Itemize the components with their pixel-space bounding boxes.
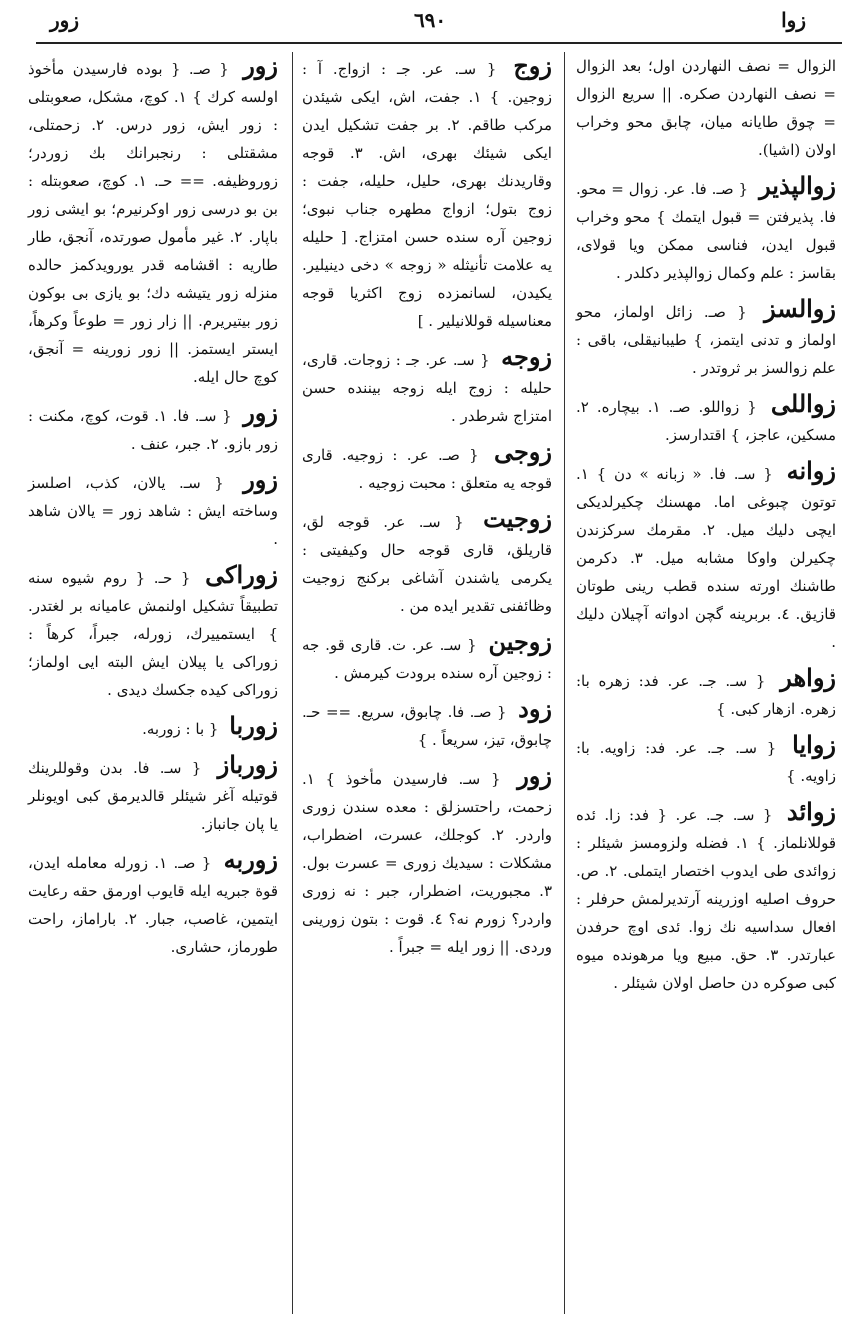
entry-headword: زوجين — [488, 627, 552, 656]
entry-headword: زواهر — [780, 663, 836, 692]
entry-definition: { صـ. زائل اولماز، محو اولماز و تدنى ايتمز، } طيبانيقلى، باقى : علم زوالسز بر ثروتدر . — [576, 303, 836, 377]
entry-headword: زوجى — [493, 437, 552, 466]
dictionary-entry — [302, 52, 552, 335]
entry-definition: { سـ. عر. قوجه لق، قاريلق، قارى قوجه حال وكيفيتى : يكرمى ياشندن آشاغى بركنج زوجيت وظائفنى تقدير ايده من . — [302, 513, 552, 615]
column-middle — [296, 52, 558, 1316]
column-left — [22, 52, 284, 1316]
dictionary-entry — [302, 438, 552, 497]
entry-definition: الزوال = نصف النهاردن اول؛ بعد الزوال = نصف النهاردن صكره. || سريع الزوال = چوق طايانه ميان، چابق محو وخراب اولان (اشيا). — [576, 57, 836, 159]
entry-definition: { سـ. عر. ت. قارى قو. جه : زوجين آره سنده برودت كيرمش . — [302, 636, 552, 682]
entry-definition: { سـ. فا. ١. قوت، كوچ، مكنت : زور بازو. ٢. جبر، عنف . — [28, 407, 278, 453]
entry-definition: { زواللو. صـ. ١. بيچاره. ٢. مسكين، عاجز، } اقتدارسز. — [576, 398, 836, 444]
entry-headword: زوراكى — [205, 560, 278, 589]
dictionary-entry — [576, 172, 836, 287]
column-divider — [564, 52, 565, 1314]
entry-headword: زوائد — [786, 797, 836, 826]
entry-definition: { صـ. فا. عر. زوال = محو. فا. پذيرفتن = قبول ايتمك } محو وخراب قبول ايدن، فناسى ممكن ويا قولاى، بقاسز : علم وكمال زوالپذير دكلدر . — [576, 180, 836, 282]
entry-definition: { سـ. يالان، كذب، اصلسز وساخته ايش : شاهد زور = يالان شاهد . — [28, 474, 278, 548]
entry-definition: { سـ. جـ. عر. { فد: زا. ئده قوللانلماز. } ١. فضله ولزومسز شيئلر : زوائدى طى ايدوب اختصار ايتملى. ٢. ص. حروف اصليه اوزرينه آرتديرلمش حرفلر : افعال سداسيه نك زوا. ئدى اوچ حرفدن عبارتدر. ٣. حق. مبيع ويا مرهونده ميوه كبى صوكره دن حاصل اولان شيئلر . — [576, 806, 837, 992]
entry-headword: زور — [243, 398, 278, 427]
entry-definition: { سـ. فارسيدن مأخوذ } ١. زحمت، راحتسزلق : معده سندن زورى واردر. ٢. كوجلك، عسرت، اضطراب، مشكلات : سيديك زورى = عسرت بول. ٣. مجبوريت، اضطرار، جبر : نه زورى واردر؟ زورم نه؟ ٤. قوت : بتون زورينى وردى. || زور ايله = جبراً . — [302, 770, 552, 956]
entry-definition: { سـ. عر. جـ : زوجات. قارى، حليله : زوج ايله زوجه بيننده حسن امتزاج شرطدر . — [302, 351, 552, 425]
header-right-guide-word: زوا — [781, 8, 806, 32]
dictionary-entry — [302, 505, 552, 620]
entry-definition: { حـ. { روم شيوه سنه تطبيقاً تشكيل اولنمش عاميانه بر لغتدر. } ايستمييرك، زورله، جبراً، كرهاً : زوراكى يا پيلان ايش البته ايى اولماز؛ زوراكى كيده جكسك ديدى . — [28, 569, 278, 699]
entry-headword: زور — [517, 761, 552, 790]
dictionary-entry — [576, 52, 836, 164]
dictionary-entry — [576, 390, 836, 449]
entry-definition: { صـ. { بوده فارسيدن مأخوذ اولسه كرك } ١. كوچ، مشكل، صعوبتلى : زور ايش، زور درس. ٢. زحمتلى، مشقتلى : رنجبرانك بك زوردر؛ زوروظيفه. == حـ. ١. كوچ، صعوبتله : بن بو درسى زور اوكرنيرم؛ بو ايشى زور باپار. ٢. غير مأمول صورتده، آنجق، طار طاريه : اقشامه قدر يورويدكمز حالده منزله زور يتيشه دك؛ بو يازى بى بوكون زور بيتيريرم. || زار زور = طوعاً وكرهاً، ايستر ايستمز. || زور زورينه = آنجق، كوچ حال ايله. — [28, 60, 278, 386]
entry-definition: { با : زوربه. — [142, 720, 219, 738]
entry-definition: { صـ. فا. چابوق، سريع. == حـ. چابوق، تيز، سريعاً . } — [302, 703, 552, 749]
header-left-guide-word: زور — [50, 8, 79, 32]
entry-headword: زوربه — [223, 845, 278, 874]
dictionary-entry — [576, 731, 836, 790]
dictionary-entry — [576, 664, 836, 723]
page-number: ٦٩٠ — [413, 8, 447, 32]
dictionary-entry — [576, 457, 836, 656]
entry-headword: زوجه — [501, 342, 552, 371]
entry-headword: زوجيت — [483, 504, 552, 533]
entry-definition: { صـ. عر. : زوجيه. قارى قوجه يه متعلق : محبت زوجيه . — [302, 446, 552, 492]
dictionary-entry — [302, 762, 552, 961]
entry-headword: زوايا — [792, 730, 836, 759]
entry-headword: زود — [518, 694, 552, 723]
entry-definition: { سـ. فا. « زبانه » دن } ١. توتون چبوغى اما. مهسنك چكيرلديكى ايچى دليك ميل. ٢. مقرمك سركزندن چكيرلن واوكا مشابه ميل. ٣. دكرمن طاشنك اورته سنده قطب رينى طوتان قازيق. ٤. بربرينه گچن ادواته آچيلان دليك . — [576, 465, 836, 651]
entry-headword: زوالپذير — [759, 171, 836, 200]
entry-definition: { سـ. عر. جـ : ازواج. آ : زوجين. } ١. جفت، اش، ايكى شيئدن مركب طاقم. ٢. بر جفت تشكيل ايدن ايكى شيئك بهرى، اش. ٣. قوجه وقاريدنك بهرى، حليل، حليله، جفت : زوج بتول؛ ازواج مطهره جناب نبوى؛ زوجين آره سنده حسن امتزاج. [ حليله يه علامت تأنيثله « زوجه » دخى دينيلير. يكيدن، لسانمزده زوج اكثريا قوجه معناسيله قوللانيلير . ] — [302, 60, 552, 330]
entry-headword: زور — [243, 51, 278, 80]
entry-definition: { سـ. جـ. عر. فد: زاويه. با: زاويه. } — [576, 739, 836, 785]
entry-definition: { سـ. جـ. عر. فد: زهره با: زهره. ازهار كبى. } — [576, 672, 836, 718]
entry-headword: زورباز — [217, 750, 278, 779]
dictionary-entry — [302, 343, 552, 430]
page-header — [0, 0, 856, 40]
entry-headword: زواللى — [770, 389, 836, 418]
header-rule — [36, 42, 842, 44]
dictionary-entry — [28, 399, 278, 458]
entry-headword: زوالسز — [764, 294, 836, 323]
entry-headword: زوربا — [229, 711, 278, 740]
column-divider — [292, 52, 293, 1314]
dictionary-entry — [28, 846, 278, 961]
entry-headword: زور — [243, 465, 278, 494]
dictionary-entry — [28, 751, 278, 838]
dictionary-entry — [576, 295, 836, 382]
dictionary-entry — [28, 712, 278, 743]
column-right — [570, 52, 842, 1316]
dictionary-entry — [302, 628, 552, 687]
entry-headword: زوج — [513, 51, 552, 80]
entry-definition: { سـ. فا. بدن وقوللرينك قوتيله آغر شيئلر قالديرمق كبى اويونلر يا پان جانباز. — [28, 759, 278, 833]
dictionary-entry — [28, 561, 278, 704]
dictionary-entry — [28, 52, 278, 391]
dictionary-entry — [28, 466, 278, 553]
entry-headword: زوانه — [786, 456, 836, 485]
dictionary-entry — [302, 695, 552, 754]
entry-definition: { صـ. ١. زورله معامله ايدن، قوة جبريه ايله قايوب اورمق حقه رعايت ايتمين، غاصب، جبار. ٢. باراماز، راحت طورماز، حشارى. — [28, 854, 278, 956]
dictionary-entry — [576, 798, 836, 997]
